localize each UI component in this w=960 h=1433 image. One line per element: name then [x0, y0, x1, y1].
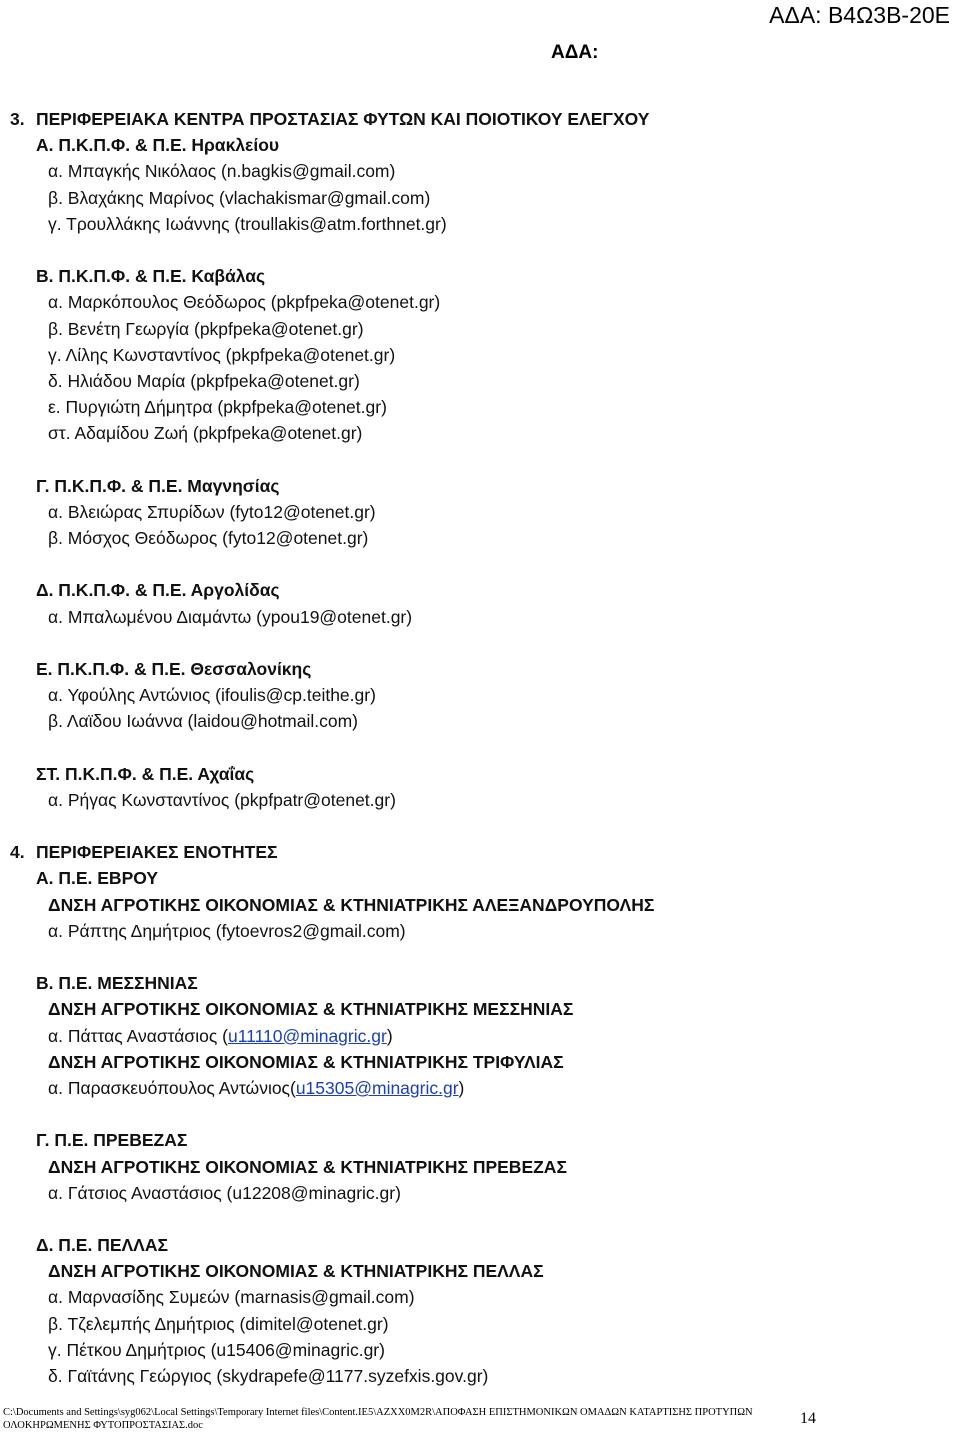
member-item: α. Μπαλωμένου Διαμάντω (ypou19@otenet.gr): [48, 606, 413, 627]
spacer: [0, 944, 960, 970]
spacer: [0, 1101, 960, 1127]
member-suffix: ): [458, 1077, 465, 1098]
directorate-heading: ΔΝΣΗ ΑΓΡΟΤΙΚΗΣ ΟΙΚΟΝΟΜΙΑΣ & ΚΤΗΝΙΑΤΡΙΚΗΣ ΑΛΕΞΑΝΔΡΟΥΠΟΛΗΣ: [48, 894, 655, 915]
unit-heading-messinia: Β. Π.Ε. ΜΕΣΣΗΝΙΑΣ: [36, 973, 198, 994]
footer-path-line: ΟΛΟΚΗΡΩΜΕΝΗΣ ΦΥΤΟΠΡΟΣΤΑΣΙΑΣ.doc: [3, 1420, 203, 1431]
member-item: δ. Ηλιάδου Μαρία (pkpfpeka@otenet.gr): [48, 370, 360, 391]
member-item: β. Λαϊδου Ιωάννα (laidou@hotmail.com): [48, 711, 359, 732]
section-4-heading: [0, 839, 960, 865]
member-item: β. Τζελεμπής Δημήτριος (dimitel@otenet.gr): [48, 1313, 389, 1334]
member-item: α. Μαρκόπουλος Θεόδωρος (pkpfpeka@otenet.gr): [48, 292, 441, 313]
member-item: δ. Γαϊτάνης Γεώργιος (skydrapefe@1177.syzefxis.gov.gr): [48, 1366, 489, 1386]
section-title: ΠΕΡΙΦΕΡΕΙΑΚΕΣ ΕΝΟΤΗΤΕΣ: [36, 842, 278, 863]
ada-label: ΑΔΑ:: [551, 42, 599, 63]
spacer: [0, 630, 960, 656]
member-item: γ. Πέτκου Δημήτριος (u15406@minagric.gr): [48, 1339, 385, 1360]
member-item: α. Γάτσιος Αναστάσιος (u12208@minagric.gr): [48, 1182, 401, 1203]
spacer: [0, 446, 960, 472]
member-item: ε. Πυργιώτη Δήμητρα (pkpfpeka@otenet.gr): [48, 397, 387, 418]
spacer: [0, 813, 960, 839]
member-item: [0, 1023, 960, 1049]
directorate-heading: ΔΝΣΗ ΑΓΡΟΤΙΚΗΣ ΟΙΚΟΝΟΜΙΑΣ & ΚΤΗΝΙΑΤΡΙΚΗΣ ΜΕΣΣΗΝΙΑΣ: [48, 999, 574, 1020]
spacer: [0, 237, 960, 263]
member-item: α. Μπαγκής Νικόλαος (n.bagkis@gmail.com): [48, 161, 396, 182]
member-item: β. Βλαχάκης Μαρίνος (vlachakismar@gmail.com): [48, 187, 431, 208]
document-body: [0, 106, 960, 1389]
footer-file-path: [3, 1406, 793, 1432]
member-suffix: ): [386, 1025, 393, 1046]
member-name: α. Παρασκευόπουλος Αντώνιος(: [48, 1077, 296, 1098]
center-heading-thessaloniki: Ε. Π.Κ.Π.Φ. & Π.Ε. Θεσσαλονίκης: [36, 658, 312, 679]
member-item: α. Μαρνασίδης Συμεών (marnasis@gmail.com): [48, 1287, 415, 1308]
section-number: 3.: [10, 109, 25, 129]
center-heading-heraklion: Α. Π.Κ.Π.Φ. & Π.Ε. Ηρακλείου: [36, 135, 280, 156]
member-item: α. Υφούλης Αντώνιος (ifoulis@cp.teithe.gr): [48, 685, 376, 706]
section-3-heading: [0, 106, 960, 132]
spacer: [0, 551, 960, 577]
unit-heading-preveza: Γ. Π.Ε. ΠΡΕΒΕΖΑΣ: [36, 1130, 188, 1151]
member-item: στ. Αδαμίδου Ζωή (pkpfpeka@otenet.gr): [48, 423, 363, 444]
member-item: γ. Τρουλλάκης Ιωάννης (troullakis@atm.forthnet.gr): [48, 213, 447, 234]
spacer: [0, 735, 960, 761]
member-item: α. Ράπτης Δημήτριος (fytoevros2@gmail.com): [48, 920, 406, 941]
center-heading-magnesia: Γ. Π.Κ.Π.Φ. & Π.Ε. Μαγνησίας: [36, 475, 280, 496]
email-link[interactable]: u11110@minagric.gr: [227, 1025, 387, 1046]
unit-heading-evros: Α. Π.Ε. ΕΒΡΟΥ: [36, 868, 159, 889]
member-item: γ. Λίλης Κωνσταντίνος (pkpfpeka@otenet.gr): [48, 344, 396, 365]
center-heading-argolida: Δ. Π.Κ.Π.Φ. & Π.Ε. Αργολίδας: [36, 580, 280, 601]
section-title: ΠΕΡΙΦΕΡΕΙΑΚΑ ΚΕΝΤΡΑ ΠΡΟΣΤΑΣΙΑΣ ΦΥΤΩΝ ΚΑΙ ΠΟΙΟΤΙΚΟΥ ΕΛΕΓΧΟΥ: [36, 109, 650, 129]
member-item: α. Βλειώρας Σπυρίδων (fyto12@otenet.gr): [48, 501, 376, 522]
center-heading-achaia: ΣΤ. Π.Κ.Π.Φ. & Π.Ε. Αχαΐας: [36, 763, 255, 784]
spacer: [0, 1206, 960, 1232]
ada-code-header: ΑΔΑ: Β4Ω3Β-20Ε: [769, 2, 950, 28]
center-heading-kavala: Β. Π.Κ.Π.Φ. & Π.Ε. Καβάλας: [36, 266, 266, 287]
page-number: 14: [800, 1410, 816, 1427]
email-link[interactable]: u15305@minagric.gr: [295, 1077, 459, 1098]
member-item: [0, 1075, 960, 1101]
directorate-heading: ΔΝΣΗ ΑΓΡΟΤΙΚΗΣ ΟΙΚΟΝΟΜΙΑΣ & ΚΤΗΝΙΑΤΡΙΚΗΣ ΤΡΙΦΥΛΙΑΣ: [48, 1051, 564, 1072]
member-name: α. Πάττας Αναστάσιος (: [48, 1025, 228, 1046]
directorate-heading: ΔΝΣΗ ΑΓΡΟΤΙΚΗΣ ΟΙΚΟΝΟΜΙΑΣ & ΚΤΗΝΙΑΤΡΙΚΗΣ ΠΡΕΒΕΖΑΣ: [48, 1156, 567, 1177]
unit-heading-pella: Δ. Π.Ε. ΠΕΛΛΑΣ: [36, 1235, 168, 1256]
directorate-heading: ΔΝΣΗ ΑΓΡΟΤΙΚΗΣ ΟΙΚΟΝΟΜΙΑΣ & ΚΤΗΝΙΑΤΡΙΚΗΣ ΠΕΛΛΑΣ: [48, 1261, 544, 1282]
member-item: α. Ρήγας Κωνσταντίνος (pkpfpatr@otenet.gr): [48, 789, 396, 810]
section-number: 4.: [10, 842, 25, 863]
footer-path-line: C:\Documents and Settings\syg062\Local Settings\Temporary Internet files\Content.IE5\AZXX0M2R\ΑΠΟΦΑΣΗ ΕΠΙΣΤΗΜΟΝΙΚΩΝ ΟΜΑΔΩΝ ΚΑΤΑΡΤΙΣΗΣ ΠΡΟΤΥΠΩΝ: [3, 1407, 753, 1418]
member-item: β. Μόσχος Θεόδωρος (fyto12@otenet.gr): [48, 528, 369, 548]
member-item: β. Βενέτη Γεωργία (pkpfpeka@otenet.gr): [48, 318, 364, 339]
